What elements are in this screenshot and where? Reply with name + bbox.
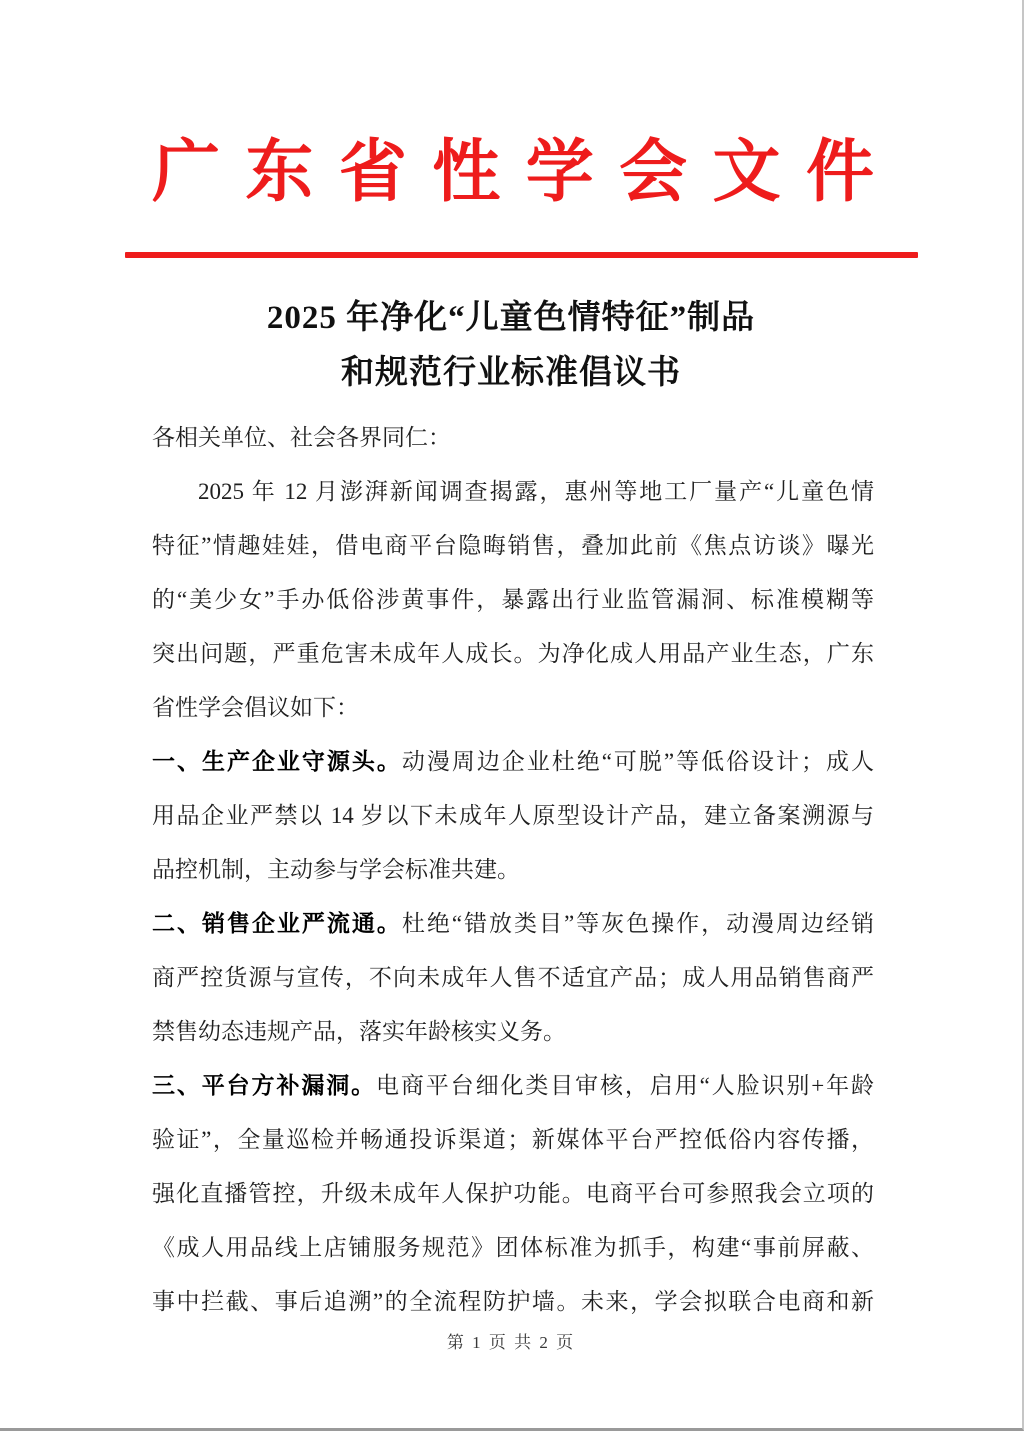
section-heading: 二、销售企业严流通。: [152, 911, 402, 936]
body-line: [152, 519, 874, 573]
letterhead-char: 东: [245, 134, 314, 210]
body-text: 的“美少女”手办低俗涉黄事件，暴露出行业监管漏洞、标准模糊等: [152, 587, 874, 612]
body-text: 商严控货源与宣传，不向未成年人售不适宜产品；成人用品销售商严: [152, 965, 874, 990]
body-text: 用品企业严禁以 14 岁以下未成年人原型设计产品，建立备案溯源与: [152, 803, 874, 828]
letterhead-char: 性: [432, 134, 501, 210]
body-text: 各相关单位、社会各界同仁：: [152, 425, 451, 450]
body-line: [152, 1167, 874, 1221]
body-text: 电商平台细化类目审核，启用“人脸识别+年龄: [376, 1073, 874, 1098]
body-text: 《成人用品线上店铺服务规范》团体标准为抓手，构建“事前屏蔽、: [152, 1235, 874, 1260]
letterhead-char: 件: [805, 134, 874, 210]
document-body: [152, 411, 874, 1329]
page-number: 第 1 页 共 2 页: [446, 1333, 576, 1352]
body-line: [152, 843, 874, 897]
body-line: [152, 789, 874, 843]
letterhead-char: 文: [712, 134, 781, 210]
body-line: [152, 1221, 874, 1275]
body-text: 杜绝“错放类目”等灰色操作，动漫周边经销: [401, 911, 874, 936]
body-line: [152, 627, 874, 681]
body-line: [152, 1113, 874, 1167]
letterhead-char: 省: [338, 134, 407, 210]
body-text: 事中拦截、事后追溯”的全流程防护墙。未来，学会拟联合电商和新: [152, 1289, 874, 1314]
body-text: 突出问题，严重危害未成年人成长。为净化成人用品产业生态，广东: [152, 641, 874, 666]
document-title-line1: 2025 年净化“儿童色情特征”制品: [266, 300, 756, 336]
body-text: 动漫周边企业杜绝“可脱”等低俗设计；成人: [401, 749, 874, 774]
letterhead-char: 学: [525, 134, 594, 210]
body-line: [152, 681, 874, 735]
body-text: 验证”，全量巡检并畅通投诉渠道；新媒体平台严控低俗内容传播，: [152, 1127, 874, 1152]
body-line: [152, 951, 874, 1005]
letterhead-char: 会: [619, 134, 688, 210]
body-text: 2025 年 12 月澎湃新闻调查揭露，惠州等地工厂量产“儿童色情: [198, 479, 874, 504]
body-text: 特征”情趣娃娃，借电商平台隐晦销售，叠加此前《焦点访谈》曝光: [152, 533, 874, 558]
letterhead-char: 广: [152, 134, 221, 210]
body-line: [152, 1275, 874, 1329]
body-line: [152, 573, 874, 627]
body-text: 禁售幼态违规产品，落实年龄核实义务。: [152, 1019, 566, 1044]
body-text: 品控机制，主动参与学会标准共建。: [152, 857, 520, 882]
body-line: [152, 1005, 874, 1059]
letterhead-title: [152, 126, 874, 218]
body-text: 强化直播管控，升级未成年人保护功能。电商平台可参照我会立项的: [152, 1181, 874, 1206]
letterhead-divider-line: [125, 252, 918, 258]
body-line-section-3: [152, 1059, 874, 1113]
body-text: 省性学会倡议如下：: [152, 695, 359, 720]
body-line: [152, 465, 874, 519]
document-title-line2: 和规范行业标准倡议书: [341, 355, 681, 391]
body-line-section-2: [152, 897, 874, 951]
document-title: [0, 291, 1022, 401]
body-line-section-1: [152, 735, 874, 789]
section-heading: 三、平台方补漏洞。: [152, 1073, 377, 1098]
section-heading: 一、生产企业守源头。: [152, 749, 402, 774]
salutation-line: [152, 411, 874, 465]
